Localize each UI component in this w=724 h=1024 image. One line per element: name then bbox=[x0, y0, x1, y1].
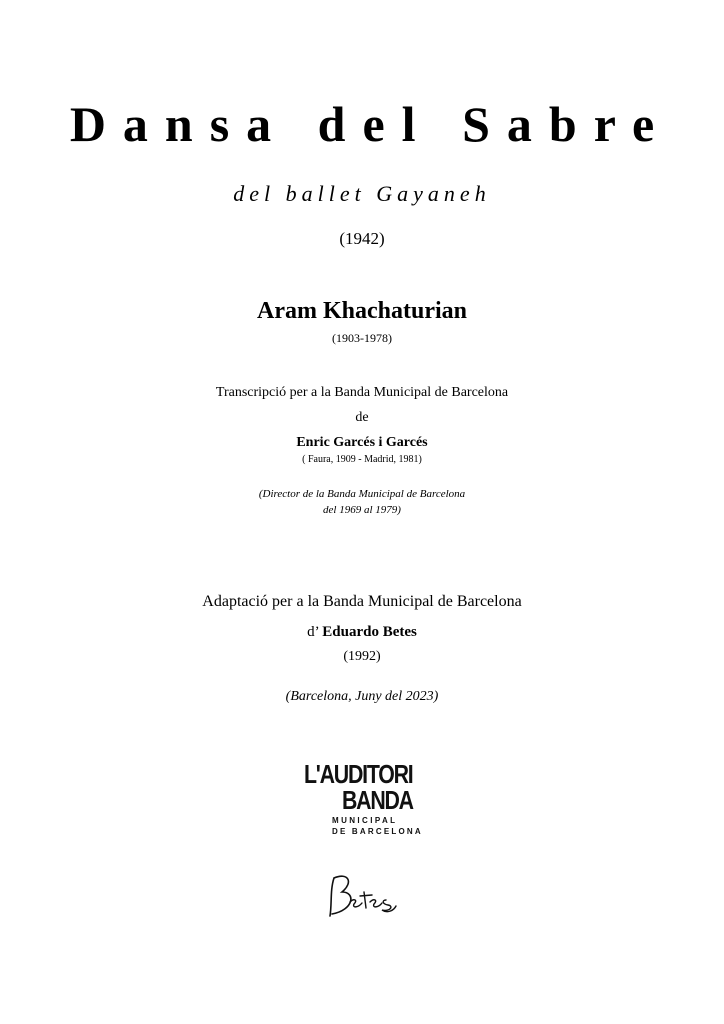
composer-dates: (1903-1978) bbox=[332, 331, 392, 345]
adaptation-line: Adaptació per a la Banda Municipal de Barcelona bbox=[202, 593, 522, 610]
transcriber-role-line2: del 1969 al 1979) bbox=[323, 504, 401, 516]
adaptation-year: (1992) bbox=[343, 649, 381, 664]
adapter-credit bbox=[0, 622, 724, 642]
transcription-line: Transcripció per a la Banda Municipal de Barcelona bbox=[215, 385, 509, 400]
place-date: (Barcelona, Juny del 2023) bbox=[285, 689, 439, 704]
transcriber-role-line1: (Director de la Banda Municipal de Barcelona bbox=[258, 488, 466, 500]
logo-line-banda: BANDA bbox=[342, 785, 413, 815]
transcriber-name: Enric Garcés i Garcés bbox=[296, 435, 428, 450]
piece-title: Dansa del Sabre bbox=[69, 96, 672, 152]
piece-subtitle: del ballet Gayaneh bbox=[233, 181, 491, 206]
logo-line-barcelona: DE BARCELONA bbox=[332, 827, 423, 836]
betes-signature bbox=[324, 870, 400, 922]
adapter-prefix: d’ bbox=[307, 624, 319, 640]
transcription-de: de bbox=[355, 410, 369, 425]
premiere-year: (1942) bbox=[339, 229, 385, 248]
logo-line-municipal: MUNICIPAL bbox=[332, 816, 398, 825]
auditori-banda-logo bbox=[304, 760, 422, 838]
logo-line-auditori: L'AUDITORI bbox=[304, 759, 413, 789]
transcriber-info: ( Faura, 1909 - Madrid, 1981) bbox=[302, 454, 422, 465]
composer-name: Aram Khachaturian bbox=[257, 298, 467, 324]
adapter-name: Eduardo Betes bbox=[322, 624, 417, 640]
